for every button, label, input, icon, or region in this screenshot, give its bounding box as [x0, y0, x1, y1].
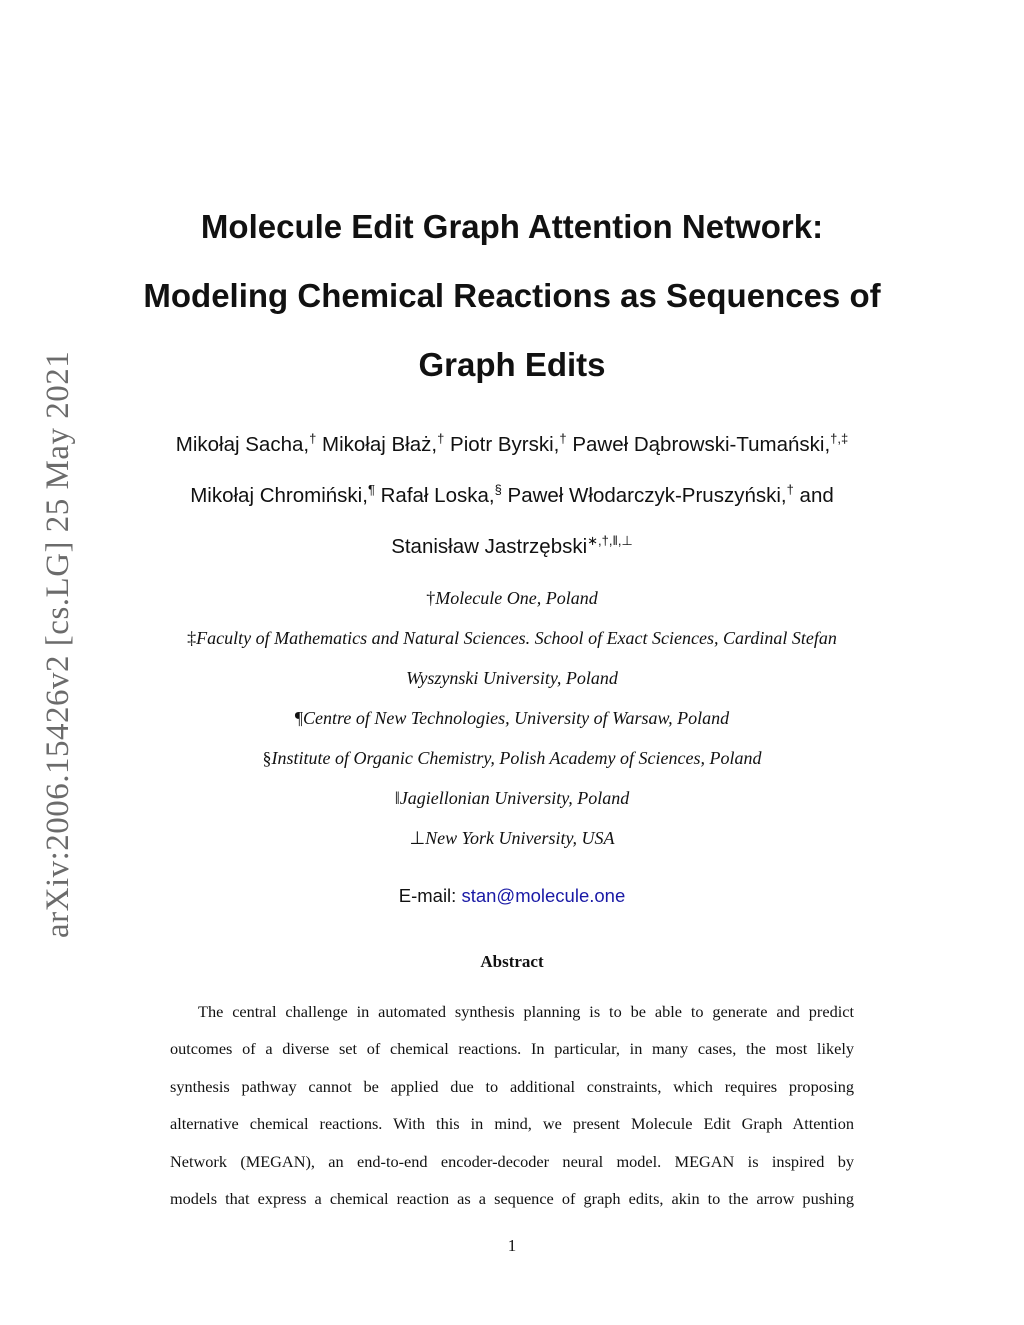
- author-affiliation-marks: †: [786, 482, 794, 497]
- affiliation-item: [90, 618, 934, 658]
- affiliation-mark: ‖: [394, 788, 400, 808]
- author-name: Mikołaj Błaż,: [322, 433, 438, 456]
- arxiv-identifier: arXiv:2006.15426v2 [cs.LG] 25 May 2021: [40, 350, 76, 938]
- abstract-line: outcomes of a diverse set of chemical reactions. In particular, in many cases, the most likely: [170, 1039, 854, 1059]
- affiliation-item: [90, 818, 934, 858]
- author-affiliation-marks: §: [494, 482, 502, 497]
- abstract-heading: Abstract: [480, 952, 544, 971]
- abstract-line: The central challenge in automated synthesis planning is to be able to generate and predict: [198, 1002, 854, 1021]
- author-and: and: [799, 484, 834, 507]
- author-name: Stanisław Jastrzębski: [391, 535, 588, 558]
- affiliation-list: [90, 578, 934, 858]
- affiliation-text: New York University, USA: [425, 828, 615, 848]
- contact-email: [90, 878, 934, 914]
- author-name: Rafał Loska,: [380, 484, 495, 507]
- abstract-line: models that express a chemical reaction as a sequence of graph edits, akin to the arrow pushing: [170, 1189, 854, 1209]
- affiliation-item: [90, 578, 934, 618]
- abstract-line: synthesis pathway cannot be applied due to additional constraints, which requires proposing: [170, 1076, 854, 1096]
- title-line-1: Molecule Edit Graph Attention Network:: [200, 208, 824, 245]
- author-affiliation-marks: †: [309, 431, 317, 446]
- email-label: E-mail:: [398, 885, 457, 906]
- affiliation-text: Institute of Organic Chemistry, Polish Academy of Sciences, Poland: [271, 748, 762, 768]
- author-affiliation-marks: †: [559, 431, 567, 446]
- page-number: 1: [507, 1236, 517, 1255]
- affiliation-mark: †: [426, 588, 436, 608]
- affiliation-item: [90, 658, 934, 698]
- title-line-2: Modeling Chemical Reactions as Sequences of: [143, 277, 881, 314]
- author-affiliation-marks: †: [437, 431, 445, 446]
- affiliation-text: Jagiellonian University, Poland: [399, 788, 630, 808]
- affiliation-text: Wyszynski University, Poland: [406, 668, 618, 688]
- author-name: Paweł Dąbrowski-Tumański,: [572, 433, 831, 456]
- affiliation-mark: ⊥: [409, 828, 426, 848]
- affiliation-mark: §: [262, 748, 272, 768]
- abstract-line: alternative chemical reactions. With this in mind, we present Molecule Edit Graph Attention: [170, 1114, 854, 1134]
- affiliation-text: Centre of New Technologies, University of Warsaw, Poland: [303, 708, 730, 728]
- abstract-body: [170, 993, 854, 1217]
- author-list: [90, 419, 934, 572]
- email-link[interactable]: stan@molecule.one: [461, 885, 626, 906]
- affiliation-item: [90, 738, 934, 778]
- affiliation-mark: ¶: [294, 708, 303, 728]
- author-affiliation-marks: †,‡: [830, 431, 849, 446]
- author-name: Piotr Byrski,: [450, 433, 560, 456]
- author-affiliation-marks: ¶: [367, 482, 375, 497]
- affiliation-text: Molecule One, Poland: [435, 588, 598, 608]
- title-line-3: Graph Edits: [418, 346, 606, 383]
- author-line-1: [90, 419, 934, 470]
- author-line-3: [90, 521, 934, 572]
- affiliation-item: [90, 778, 934, 818]
- affiliation-item: [90, 698, 934, 738]
- author-name: Mikołaj Sacha,: [175, 433, 310, 456]
- abstract-line: Network (MEGAN), an end-to-end encoder-decoder neural model. MEGAN is inspired by: [170, 1151, 854, 1171]
- author-name: Paweł Włodarczyk-Pruszyński,: [507, 484, 787, 507]
- affiliation-mark: ‡: [187, 628, 197, 648]
- author-line-2: [90, 470, 934, 521]
- paper-title: [90, 192, 934, 399]
- arxiv-sidebar-stamp: [20, 348, 76, 938]
- author-affiliation-marks: ∗,†,‖,⊥: [587, 533, 633, 548]
- affiliation-text: Faculty of Mathematics and Natural Sciences. School of Exact Sciences, Cardinal Stefan: [196, 628, 837, 648]
- author-name: Mikołaj Chromiński,: [190, 484, 368, 507]
